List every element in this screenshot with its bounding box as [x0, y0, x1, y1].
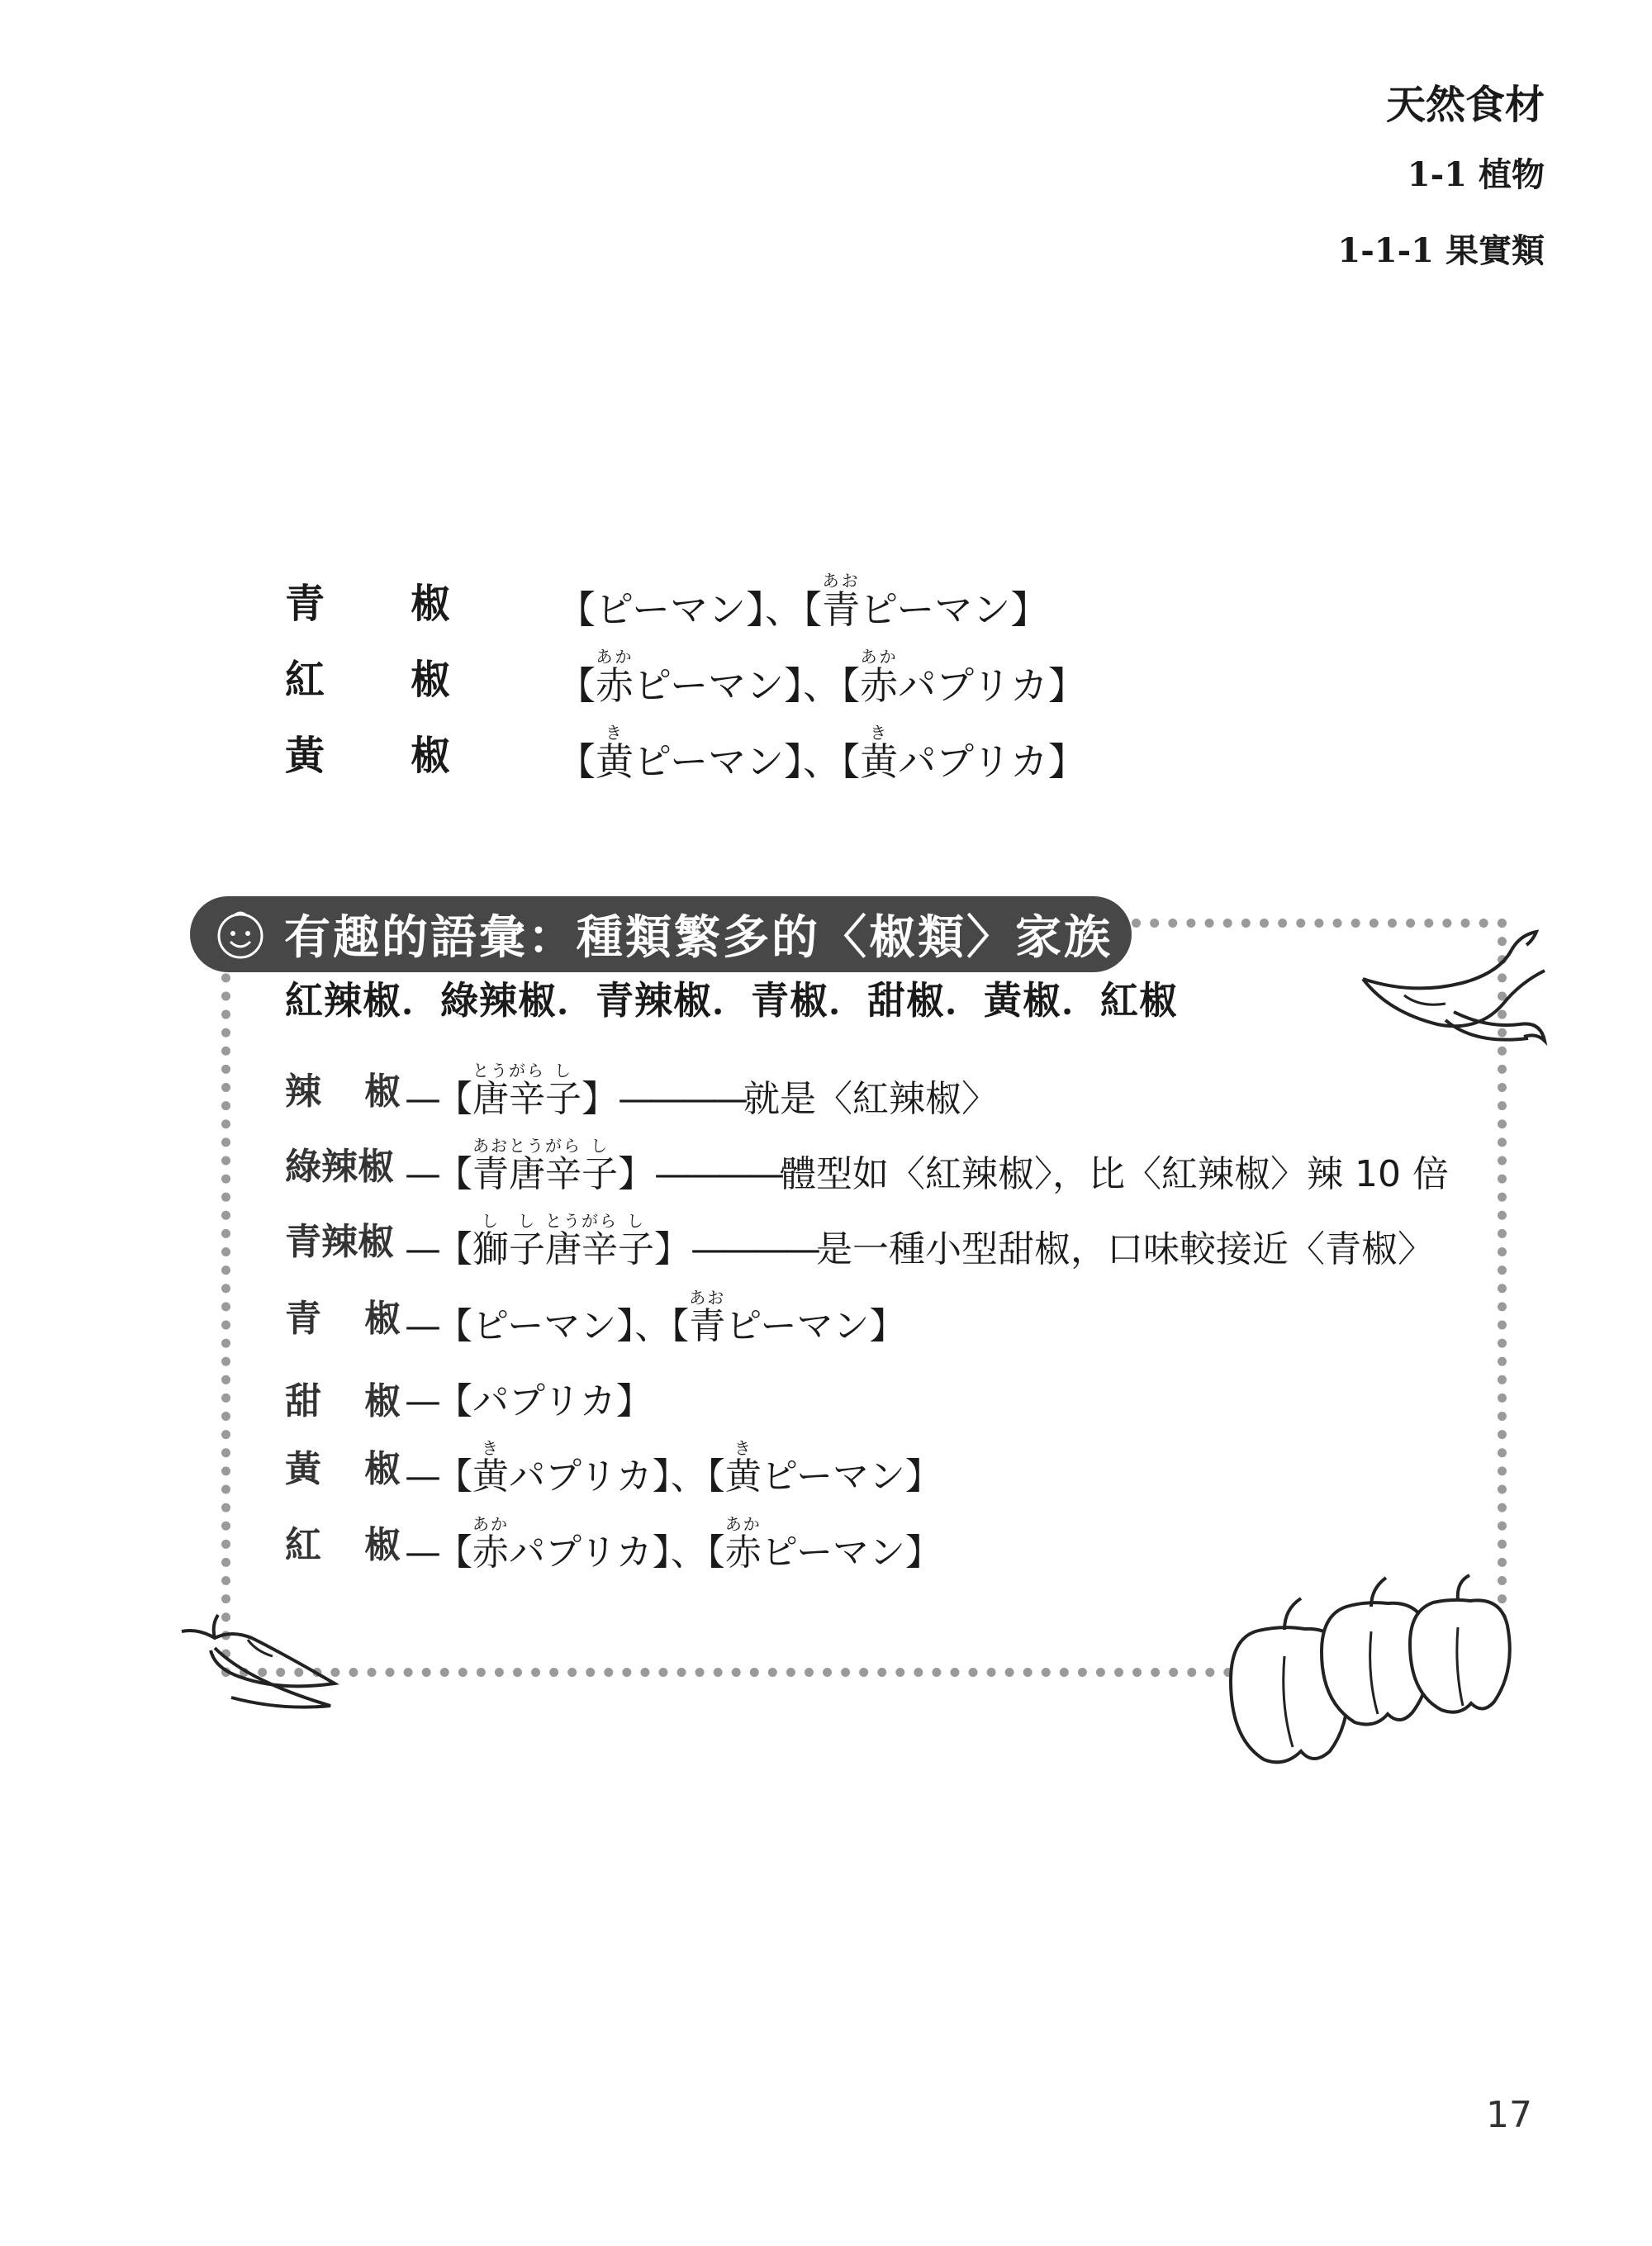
- bell-peppers-icon: [1222, 1574, 1520, 1764]
- vocab-term: [285, 724, 450, 781]
- subsection-title: 1-1-1 果實類: [1337, 231, 1545, 270]
- vocab-term: [285, 572, 450, 629]
- japanese-term: 【ピーマン】、【青あおピーマン】: [558, 571, 1049, 632]
- box-subtitle: 紅辣椒．綠辣椒．青辣椒．青椒．甜椒．黃椒．紅椒: [285, 978, 1178, 1023]
- vocab-description: 是一種小型甜椒，口味較接近〈青椒〉: [816, 1228, 1434, 1270]
- japanese-term: 【青あお唐とう辛がら子し】: [436, 1136, 654, 1195]
- smiley-face-icon: [215, 909, 266, 960]
- japanese-term: 【赤あかパプリカ】、【赤あかピーマン】: [436, 1514, 942, 1574]
- term-char: 甜: [285, 1380, 321, 1422]
- vocab-definition: —【獅し子し唐とう辛がら子し】————是一種小型甜椒，口味較接近〈青椒〉: [405, 1211, 1434, 1270]
- vocab-description: 就是〈紅辣椒〉: [743, 1078, 998, 1120]
- vocab-term: [285, 1137, 401, 1189]
- chapter-title: 天然食材: [1385, 82, 1545, 128]
- japanese-term: 【ピーマン】、【青あおピーマン】: [436, 1288, 906, 1347]
- japanese-term: 【獅し子し唐とう辛がら子し】: [436, 1211, 691, 1270]
- section-title: 1-1 植物: [1407, 155, 1545, 194]
- vocab-term: [285, 1439, 401, 1492]
- kanji-with-reading: 赤あか: [596, 647, 634, 708]
- kanji-with-reading: 青あお: [689, 1288, 726, 1347]
- kanji-with-reading: 辛がら: [582, 1211, 618, 1270]
- vocab-definition: —【青あお唐とう辛がら子し】————體型如〈紅辣椒〉，比〈紅辣椒〉辣 10 倍: [405, 1136, 1449, 1195]
- page-number: 17: [1486, 2094, 1532, 2136]
- term-char: 黃: [285, 1448, 321, 1490]
- term-char: 紅: [285, 1524, 321, 1566]
- kanji-with-reading: 辛がら: [545, 1136, 582, 1195]
- term-char: 椒: [410, 581, 450, 627]
- chili-pepper-icon: [173, 1615, 347, 1722]
- term-char: 椒: [364, 1071, 401, 1113]
- kanji-with-reading: 赤あか: [472, 1514, 509, 1574]
- vocab-definition: —【ピーマン】、【青あおピーマン】: [405, 1288, 906, 1347]
- vocab-term: [285, 1515, 401, 1568]
- kanji-with-reading: 子し: [582, 1136, 618, 1195]
- vocab-definition: —【パプリカ】: [405, 1380, 653, 1422]
- term-char: 椒: [410, 657, 450, 703]
- kanji-with-reading: 獅し: [472, 1211, 509, 1270]
- box-title: 有趣的語彙：種類繁多的〈椒類〉家族: [284, 911, 1113, 965]
- japanese-term: 【パプリカ】: [436, 1380, 653, 1422]
- kanji-with-reading: 子し: [509, 1211, 545, 1270]
- term-char: 紅: [285, 657, 325, 703]
- japanese-term: 【唐とう辛がら子し】: [436, 1061, 618, 1120]
- vocab-term: [285, 648, 450, 705]
- kanji-with-reading: 赤あか: [724, 1514, 762, 1574]
- japanese-term: 【赤あかピーマン】、【赤あかパプリカ】: [558, 647, 1086, 708]
- japanese-term: 【黄きパプリカ】、【黄きピーマン】: [436, 1438, 942, 1498]
- kanji-with-reading: 黄き: [724, 1438, 762, 1498]
- term-char: 椒: [410, 733, 450, 779]
- vocab-description: 體型如〈紅辣椒〉，比〈紅辣椒〉辣 10 倍: [780, 1153, 1449, 1195]
- kanji-with-reading: 唐とう: [545, 1211, 582, 1270]
- term-char: 椒: [364, 1298, 401, 1340]
- kanji-with-reading: 黄き: [472, 1438, 509, 1498]
- kanji-with-reading: 黄き: [860, 723, 899, 784]
- term-char: 黃: [285, 733, 325, 779]
- term-text: 綠辣椒: [285, 1146, 394, 1188]
- term-char: 辣: [285, 1071, 321, 1113]
- term-char: 青: [285, 581, 325, 627]
- vocab-term: [285, 1061, 401, 1114]
- kanji-with-reading: 赤あか: [860, 647, 899, 708]
- vocab-definition: —【唐とう辛がら子し】————就是〈紅辣椒〉: [405, 1061, 998, 1120]
- vocab-definition: —【赤あかパプリカ】、【赤あかピーマン】: [405, 1514, 942, 1574]
- chili-pepper-icon: [1346, 921, 1545, 1061]
- box-title-banner: [190, 896, 1132, 972]
- vocab-definition: —【黄きパプリカ】、【黄きピーマン】: [405, 1438, 942, 1498]
- kanji-with-reading: 青あお: [822, 571, 861, 632]
- term-char: 椒: [364, 1448, 401, 1490]
- kanji-with-reading: 青あお: [472, 1136, 509, 1195]
- japanese-term: 【黄きピーマン】、【黄きパプリカ】: [558, 723, 1086, 784]
- kanji-with-reading: 辛がら: [509, 1061, 545, 1120]
- kanji-with-reading: 子し: [618, 1211, 654, 1270]
- kanji-with-reading: 唐とう: [509, 1136, 545, 1195]
- vocab-term: [285, 1289, 401, 1341]
- term-char: 青: [285, 1298, 321, 1340]
- term-text: 青辣椒: [285, 1221, 394, 1263]
- kanji-with-reading: 子し: [545, 1061, 582, 1120]
- kanji-with-reading: 黄き: [596, 723, 634, 784]
- term-char: 椒: [364, 1380, 401, 1422]
- vocab-term: [285, 1371, 401, 1424]
- vocab-term: [285, 1212, 401, 1265]
- kanji-with-reading: 唐とう: [472, 1061, 509, 1120]
- term-char: 椒: [364, 1524, 401, 1566]
